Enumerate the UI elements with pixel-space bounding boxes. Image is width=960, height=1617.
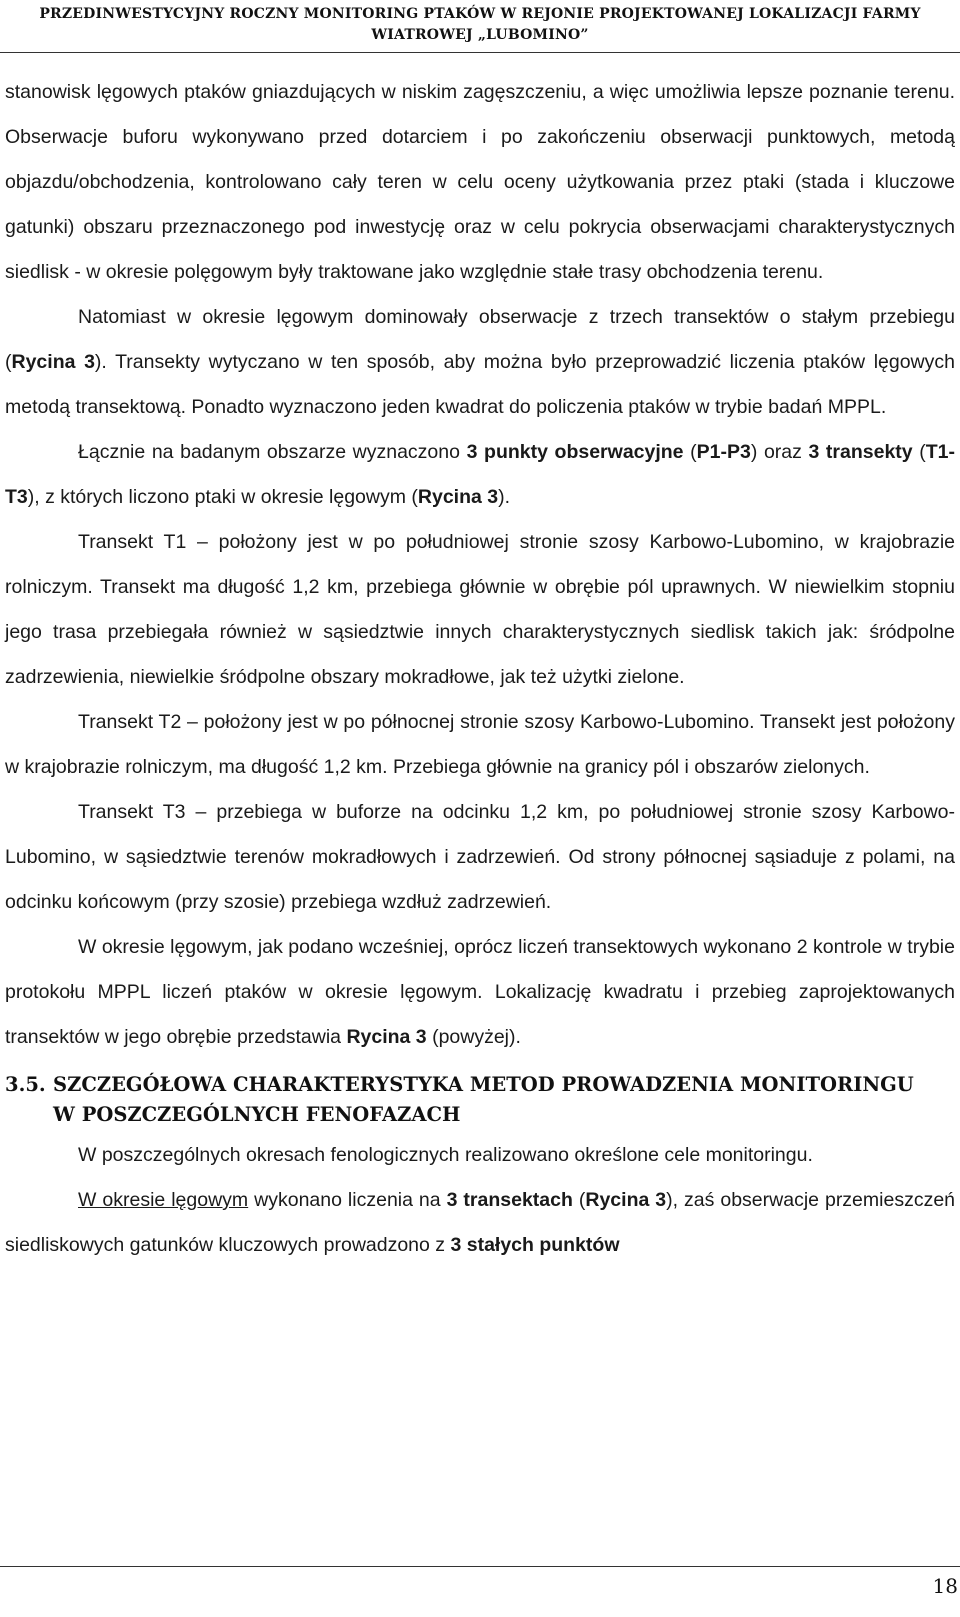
section-heading (5, 1070, 955, 1130)
text-run: ). Transekty wytyczano w ten sposób, aby można było przeprowadzić liczenia ptaków lęgowych metodą transektową. Ponadto wyznaczono jeden kwadrat do policzenia ptaków w trybie badań MPPL. (5, 351, 955, 418)
section-number: 3.5. (5, 1073, 46, 1096)
text-run: Natomiast w okresie lęgowym dominowały obserwacje z trzech transektów o stałym przebiegu ( (5, 306, 955, 373)
paragraph-phenology-goals: W poszczególnych okresach fenologicznych realizowano określone cele monitoringu. (78, 1144, 813, 1166)
section-title-line-2: W POSZCZEGÓLNYCH FENOFAZACH (53, 1103, 461, 1126)
text-run: ) oraz (750, 441, 809, 463)
bold-term: P1-P3 (696, 441, 751, 463)
text-run: ( (572, 1189, 586, 1211)
figure-reference: Rycina 3 (585, 1189, 667, 1211)
paragraph-transect-t2: Transekt T2 – położony jest w po północnej stronie szosy Karbowo-Lubomino. Transekt jest położony w krajobrazie rolniczym, ma długość 1,2 km. Przebiega głównie na granicy pól i obszarów zielonych. (5, 711, 955, 778)
text-run: ( (912, 441, 926, 463)
page-number: 18 (932, 1574, 958, 1598)
bold-term: 3 stałych punktów (450, 1234, 620, 1256)
figure-reference: Rycina 3 (346, 1026, 427, 1048)
text-run: ), zaś obserwacje przemieszczeń siedliskowych gatunków kluczowych prowadzono z (5, 1189, 956, 1256)
text-run: ( (683, 441, 697, 463)
paragraph-points-and-transects (5, 430, 955, 520)
page-body (5, 70, 955, 1268)
footer-divider (0, 1566, 960, 1567)
header-line-2: WIATROWEJ „LUBOMINO” (371, 27, 589, 43)
paragraph-buffer-observations: stanowisk lęgowych ptaków gniazdujących w niskim zagęszczeniu, a więc umożliwia lepsze poznanie terenu. Obserwacje buforu wykonywano przed dotarciem i po zakończeniu obserwacji punktowych, metodą objazdu/obchodzenia, kontrolowano cały teren w celu oceny użytkowania przez ptaki (stada i kluczowe gatunki) obszaru przeznaczonego pod inwestycję oraz w celu pokrycia obserwacjami charakterystycznych siedlisk - w okresie polęgowym były traktowane jako względnie stałe trasy obchodzenia terenu. (5, 81, 955, 283)
paragraph-mppl-controls (5, 925, 955, 1060)
running-header (0, 4, 960, 46)
paragraph-transect-t1: Transekt T1 – położony jest w po południowej stronie szosy Karbowo-Lubomino, w krajobrazie rolniczym. Transekt ma długość 1,2 km, przebiega głównie w obrębie pól uprawnych. W niewielkim stopniu jego trasa przebiegała również w sąsiedztwie innych charakterystycznych siedlisk takich jak: śródpolne zadrzewienia, niewielkie śródpolne obszary mokradłowe, jak też użytki zielone. (5, 531, 955, 688)
bold-term: 3 transekty (808, 441, 913, 463)
bold-term: T1-T3 (5, 441, 956, 508)
paragraph-breeding-season (5, 1178, 955, 1268)
text-run: wykonano liczenia na (248, 1189, 447, 1211)
bold-term: 3 transektach (446, 1189, 573, 1211)
header-line-1: PRZEDINWESTYCYJNY ROCZNY MONITORING PTAKÓW W REJONIE PROJEKTOWANEJ LOKALIZACJI FARMY (39, 6, 921, 22)
paragraph-transect-t3: Transekt T3 – przebiega w buforze na odcinku 1,2 km, po południowej stronie szosy Karbowo-Lubomino, w sąsiedztwie terenów mokradłowych i zadrzewień. Od strony północnej sąsiaduje z polami, na odcinku końcowym (przy szosie) przebiega wzdłuż zadrzewień. (5, 801, 955, 913)
figure-reference: Rycina 3 (11, 351, 95, 373)
underlined-term: W okresie lęgowym (78, 1189, 249, 1211)
figure-reference: Rycina 3 (417, 486, 499, 508)
bold-term: 3 punkty obserwacyjne (466, 441, 684, 463)
header-divider (0, 52, 960, 53)
text-run: W okresie lęgowym, jak podano wcześniej, oprócz liczeń transektowych wykonano 2 kontrole w trybie protokołu MPPL liczeń ptaków w okresie lęgowym. Lokalizację kwadratu i przebieg zaprojektowanych transektów w jego obrębie przedstawia (5, 936, 955, 1048)
paragraph-transects-intro (5, 295, 955, 430)
section-title-line-1: SZCZEGÓŁOWA CHARAKTERYSTYKA METOD PROWADZENIA MONITORINGU (53, 1073, 914, 1096)
text-run: ). (498, 486, 511, 508)
text-run: ), z których liczono ptaki w okresie lęgowym ( (27, 486, 418, 508)
text-run: Łącznie na badanym obszarze wyznaczono (78, 441, 467, 463)
text-run: (powyżej). (426, 1026, 521, 1048)
